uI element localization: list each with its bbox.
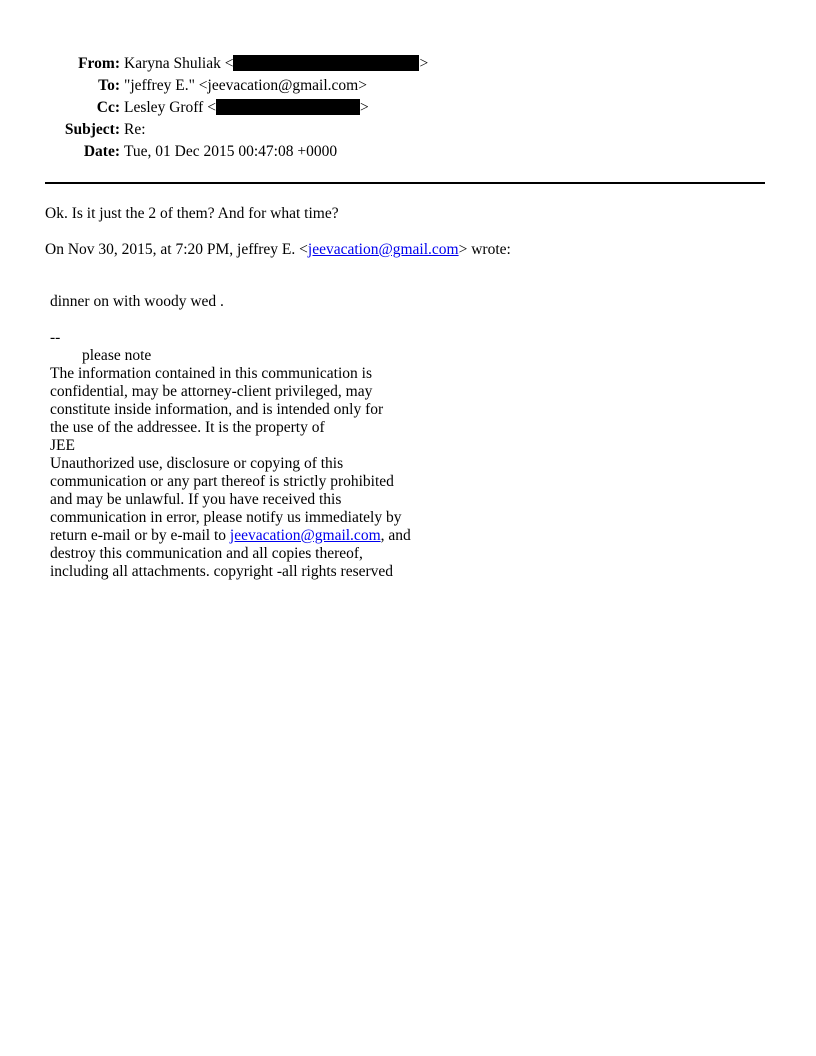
reply-text: Ok. Is it just the 2 of them? And for what time? [45,205,339,222]
from-row [0,53,428,75]
header-divider [45,182,765,184]
disclaimer-line: and may be unlawful. If you have received this [50,491,342,508]
from-suffix: > [419,55,429,72]
subject-row [0,119,428,141]
please-note: please note [82,347,152,364]
subject-label: Subject: [64,121,120,138]
spacer [50,311,411,329]
from-name: Karyna Shuliak < [124,55,234,72]
disclaimer-line: confidential, may be attorney-client privileged, may [50,383,373,400]
disclaimer-link-prefix: return e-mail or by e-mail to [50,527,230,544]
subject-value: Re: [124,121,146,138]
disclaimer-line: constitute inside information, and is intended only for [50,401,384,418]
from-label: From: [78,55,120,72]
cc-value [124,97,428,119]
quote-intro-email-link[interactable]: jeevacation@gmail.com [307,241,459,258]
quoted-message-block [50,293,411,581]
disclaimer-link-line [50,527,411,545]
date-row [0,141,428,163]
quote-intro-prefix: On Nov 30, 2015, at 7:20 PM, jeffrey E. < [45,241,308,258]
quote-intro [45,241,511,259]
cc-label: Cc: [96,99,120,116]
disclaimer-line: The information contained in this communication is [50,365,372,382]
date-value: Tue, 01 Dec 2015 00:47:08 +0000 [124,143,338,160]
quoted-message: dinner on with woody wed . [50,293,224,310]
to-value: "jeffrey E." <jeevacation@gmail.com> [124,77,367,94]
disclaimer-line: communication in error, please notify us immediately by [50,509,402,526]
from-value [124,53,428,75]
cc-email-redaction [216,99,360,115]
disclaimer-link-suffix: , and [380,527,411,544]
date-label: Date: [83,143,120,160]
signature-dashes: -- [50,329,61,346]
disclaimer-line: including all attachments. copyright -all rights reserved [50,563,394,580]
disclaimer-email-link[interactable]: jeevacation@gmail.com [229,527,381,544]
disclaimer-line: destroy this communication and all copies thereof, [50,545,363,562]
cc-name: Lesley Groff < [124,99,216,116]
to-row [0,75,428,97]
disclaimer-line: Unauthorized use, disclosure or copying of this [50,455,344,472]
email-header [0,53,428,163]
disclaimer-line: the use of the addressee. It is the property of [50,419,325,436]
quote-intro-suffix: > wrote: [458,241,511,258]
from-email-redaction [233,55,419,71]
to-label: To: [98,77,120,94]
cc-row [0,97,428,119]
disclaimer-line: communication or any part thereof is strictly prohibited [50,473,394,490]
cc-suffix: > [359,99,369,116]
disclaimer-line: JEE [50,437,75,454]
